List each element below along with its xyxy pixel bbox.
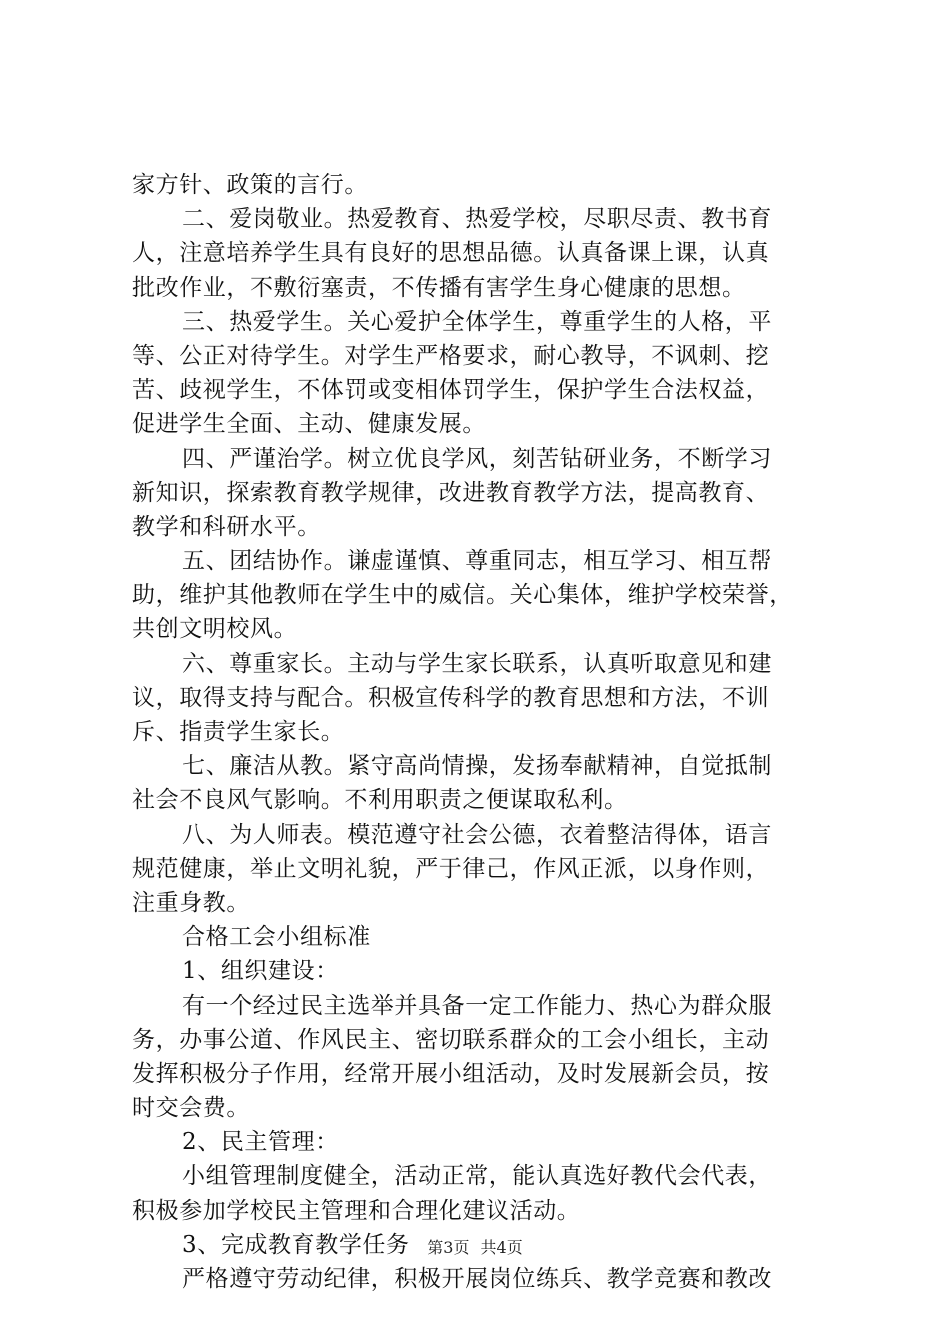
text-line: 2、民主管理： (182, 1129, 339, 1156)
text-line: 七、廉洁从教。紧守高尚情操，发扬奉献精神，自觉抵制 (182, 753, 772, 780)
text-line: 1、组织建设： (182, 958, 339, 985)
text-line: 社会不良风气影响。不利用职责之便谋取私利。 (132, 787, 628, 814)
text-line: 有一个经过民主选举并具备一定工作能力、热心为群众服 (182, 992, 772, 1019)
text-line: 助，维护其他教师在学生中的威信。关心集体，维护学校荣誉， (132, 582, 793, 609)
text-line: 苦、歧视学生，不体罚或变相体罚学生，保护学生合法权益， (132, 377, 770, 404)
page-footer (0, 1238, 950, 1258)
text-line: 规范健康，举止文明礼貌，严于律己，作风正派，以身作则， (132, 855, 770, 882)
text-line: 教学和科研水平。 (132, 513, 321, 540)
document-body (132, 168, 832, 1296)
page-number: 第3页 (427, 1238, 470, 1257)
text-line: 共创文明校风。 (132, 616, 298, 643)
text-line: 注重身教。 (132, 889, 250, 916)
text-line: 八、为人师表。模范遵守社会公德，衣着整洁得体，语言 (182, 821, 772, 848)
text-line: 家方针、政策的言行。 (132, 172, 368, 198)
text-line: 积极参加学校民主管理和合理化建议活动。 (132, 1197, 581, 1224)
text-line: 小组管理制度健全，活动正常，能认真选好教代会代表， (182, 1163, 772, 1190)
text-line: 批改作业，不敷衍塞责，不传播有害学生身心健康的思想。 (132, 274, 746, 301)
text-line: 新知识，探索教育教学规律，改进教育教学方法，提高教育、 (132, 479, 770, 506)
text-line: 务，办事公道、作风民主、密切联系群众的工会小组长，主动 (132, 1026, 770, 1053)
text-line: 四、严谨治学。树立优良学风，刻苦钻研业务，不断学习 (182, 445, 772, 472)
text-line: 发挥积极分子作用，经常开展小组活动，及时发展新会员，按 (132, 1060, 770, 1087)
text-line: 促进学生全面、主动、健康发展。 (132, 411, 486, 438)
text-line: 3、完成教育教学任务 (182, 1231, 410, 1258)
text-line: 斥、指责学生家长。 (132, 719, 345, 745)
text-line: 二、爱岗敬业。热爱教育、热爱学校，尽职尽责、教书育 (182, 206, 772, 233)
page-total: 共4页 (480, 1238, 523, 1257)
text-line: 五、团结协作。谦虚谨慎、尊重同志，相互学习、相互帮 (182, 548, 772, 575)
text-line: 议，取得支持与配合。积极宣传科学的教育思想和方法，不训 (132, 684, 770, 711)
text-line: 等、公正对待学生。对学生严格要求，耐心教导，不讽刺、挖 (132, 342, 770, 369)
text-line: 时交会费。 (132, 1095, 250, 1122)
text-line: 人，注意培养学生具有良好的思想品德。认真备课上课，认真 (132, 240, 770, 267)
text-line: 严格遵守劳动纪律，积极开展岗位练兵、教学竞赛和教改 (182, 1266, 772, 1292)
text-line: 三、热爱学生。关心爱护全体学生，尊重学生的人格，平 (182, 308, 772, 335)
text-line: 六、尊重家长。主动与学生家长联系，认真听取意见和建 (182, 650, 772, 677)
text-line: 合格工会小组标准 (182, 924, 371, 951)
